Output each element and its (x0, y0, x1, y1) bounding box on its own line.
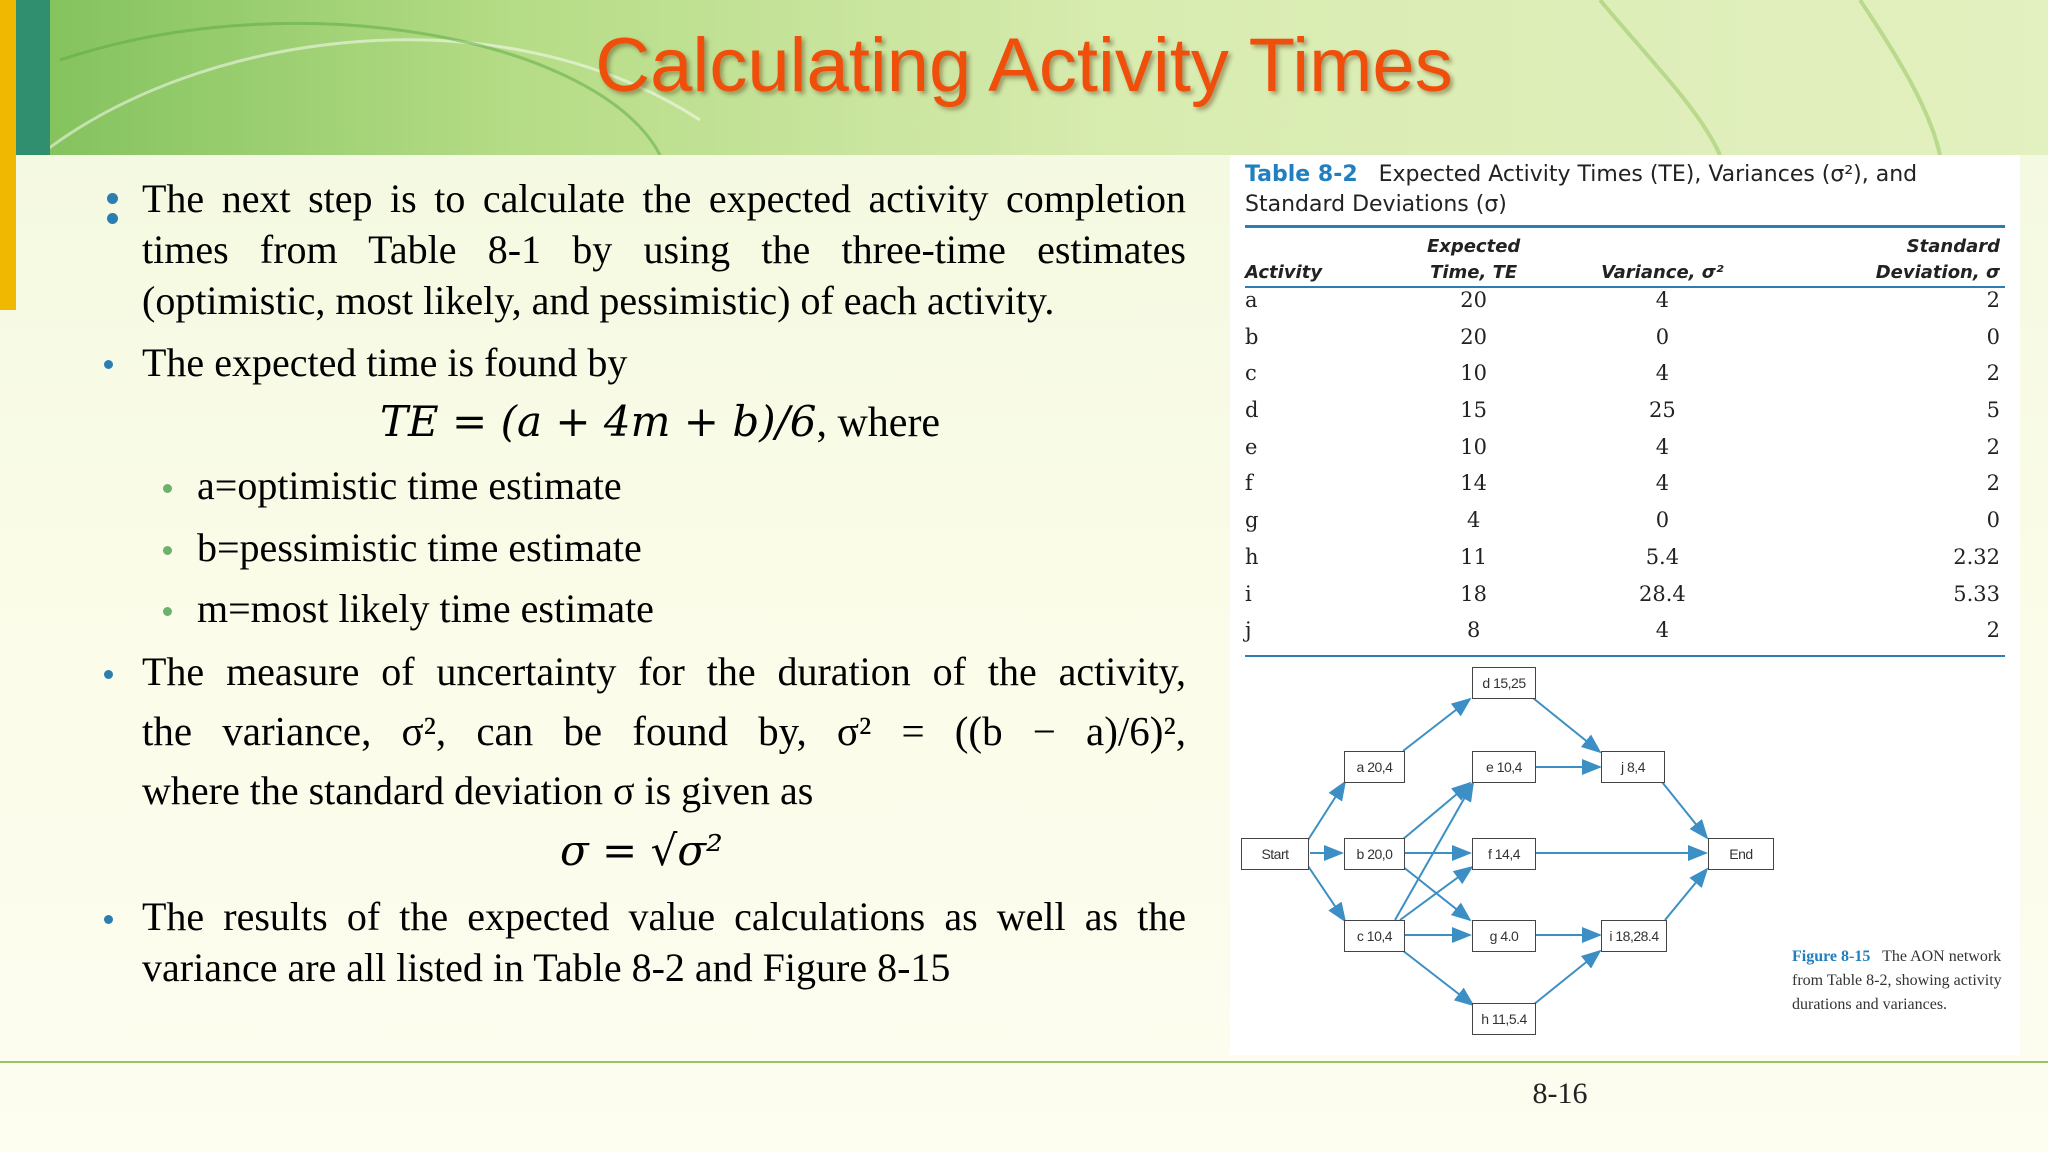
sub-bullet-icon (163, 484, 172, 493)
cell-variance: 0 (1655, 324, 1670, 349)
cell-sd: 2 (1986, 434, 2000, 459)
sub-bullet-icon (163, 546, 172, 555)
bullet-icon (104, 670, 113, 679)
cell-sd: 5 (1986, 398, 2000, 423)
table-row (1245, 508, 2005, 545)
footer-divider (0, 1061, 2048, 1063)
slide-title: Calculating Activity Times (595, 23, 1453, 108)
sub-bullet-m: m=most likely time estimate (197, 586, 654, 631)
cell-variance: 4 (1655, 434, 1670, 459)
table-row (1245, 471, 2005, 508)
table-row (1245, 435, 2005, 472)
cell-sd: 2 (1986, 361, 2000, 386)
col-sd-line2: Deviation, σ (1875, 262, 2000, 283)
bullet-text-3-line1: The measure of uncertainty for the duration of the activity, (142, 649, 1186, 694)
table-row (1245, 545, 2005, 582)
activity-table (1245, 225, 2005, 657)
cell-activity: i (1245, 581, 1252, 606)
cell-te: 14 (1460, 471, 1487, 496)
cell-variance: 4 (1655, 361, 1670, 386)
cell-variance: 5.4 (1645, 544, 1680, 569)
table-row (1245, 582, 2005, 619)
sub-bullet-icon (163, 607, 172, 616)
table-tag: Table 8-2 (1245, 162, 1358, 187)
bullet-text-2: The expected time is found by (142, 340, 628, 385)
cell-activity: d (1245, 398, 1259, 423)
bullet-icon (107, 213, 118, 224)
te-formula-expression: TE = (a + 4m + b)/6 (380, 397, 817, 446)
page-number: 8-16 (1532, 1077, 1588, 1110)
node-f: f 14,4 (1472, 838, 1536, 870)
te-formula (380, 397, 940, 447)
figure-caption-text: The AON network from Table 8-2, showing activity durations and variances. (1792, 948, 2002, 1013)
table-row (1245, 618, 2005, 656)
table-caption (1245, 160, 2005, 220)
bullet-text-1: The next step is to calculate the expected activity completion times from Table 8-1 by using the three-time estimates (optimistic, most likely, and pessimistic) of each activity. (142, 176, 1186, 323)
table-row (1245, 287, 2005, 325)
table-row (1245, 325, 2005, 362)
table-caption-text: Expected Activity Times (TE), Variances (σ²), and Standard Deviations (σ) (1245, 162, 1918, 217)
cell-activity: a (1245, 288, 1258, 312)
cell-activity: e (1245, 434, 1258, 459)
cell-te: 8 (1394, 618, 1553, 656)
cell-te: 11 (1460, 544, 1487, 569)
figure-caption (1792, 945, 2027, 1017)
bullet-text-4: The results of the expected value calculations as well as the variance are all listed in Table 8-2 and Figure 8-15 (142, 894, 1186, 990)
bullet-icon (104, 360, 113, 369)
bullet-icon (107, 193, 118, 204)
cell-variance: 0 (1655, 508, 1670, 533)
node-b: b 20,0 (1344, 838, 1405, 870)
cell-sd: 2 (1986, 471, 2000, 496)
cell-variance: 28.4 (1639, 581, 1686, 606)
col-te-line1: Expected (1426, 236, 1521, 257)
cell-sd: 5.33 (1953, 581, 2000, 606)
cell-activity: f (1245, 471, 1253, 496)
cell-te: 20 (1460, 288, 1487, 312)
node-h: h 11,5.4 (1472, 1003, 1536, 1035)
te-formula-suffix: , where (816, 400, 941, 446)
sigma-formula: σ = √σ² (560, 826, 723, 875)
col-expected-time (1394, 227, 1553, 288)
cell-sd: 2 (1772, 618, 2005, 656)
cell-variance: 25 (1649, 398, 1676, 423)
node-start: Start (1241, 838, 1309, 870)
cell-variance: 4 (1553, 618, 1771, 656)
cell-sd: 0 (1986, 508, 2000, 533)
cell-sd: 0 (1986, 324, 2000, 349)
cell-te: 10 (1460, 434, 1487, 459)
node-d: d 15,25 (1472, 667, 1536, 699)
cell-variance: 4 (1655, 471, 1670, 496)
col-sd-line1: Standard (1906, 236, 2000, 257)
cell-te: 18 (1460, 581, 1487, 606)
cell-te: 4 (1466, 508, 1481, 533)
sub-bullet-a: a=optimistic time estimate (197, 463, 622, 508)
table-row (1245, 361, 2005, 398)
col-activity: Activity (1245, 227, 1394, 288)
col-te-line2: Time, TE (1430, 262, 1518, 283)
cell-activity: g (1245, 508, 1259, 533)
table-row (1245, 398, 2005, 435)
node-end: End (1708, 838, 1774, 870)
figure-tag: Figure 8-15 (1792, 948, 1871, 965)
bullet-text-3-line2: the variance, σ², can be found by, σ² = ((b − a)/6)², (142, 708, 1186, 754)
node-g: g 4.0 (1472, 920, 1536, 952)
sub-bullet-b: b=pessimistic time estimate (197, 525, 642, 570)
cell-activity: c (1245, 361, 1257, 386)
cell-te: 15 (1460, 398, 1487, 423)
node-a: a 20,4 (1344, 751, 1405, 783)
cell-activity: b (1245, 324, 1259, 349)
node-c: c 10,4 (1344, 920, 1405, 952)
cell-te: 10 (1460, 361, 1487, 386)
cell-variance: 4 (1655, 288, 1670, 312)
table-header-row (1245, 227, 2005, 288)
node-i: i 18,28.4 (1601, 920, 1667, 952)
cell-activity: j (1245, 618, 1394, 656)
bullet-text-3-line3: where the standard deviation σ is given as (142, 768, 814, 813)
node-j: j 8,4 (1601, 751, 1665, 783)
cell-sd: 2 (1986, 288, 2000, 312)
node-e: e 10,4 (1472, 751, 1536, 783)
col-std-dev (1772, 227, 2005, 288)
cell-te: 20 (1460, 324, 1487, 349)
cell-sd: 2.32 (1953, 544, 2000, 569)
cell-activity: h (1245, 544, 1259, 569)
bullet-icon (104, 915, 113, 924)
col-variance: Variance, σ² (1553, 227, 1771, 288)
